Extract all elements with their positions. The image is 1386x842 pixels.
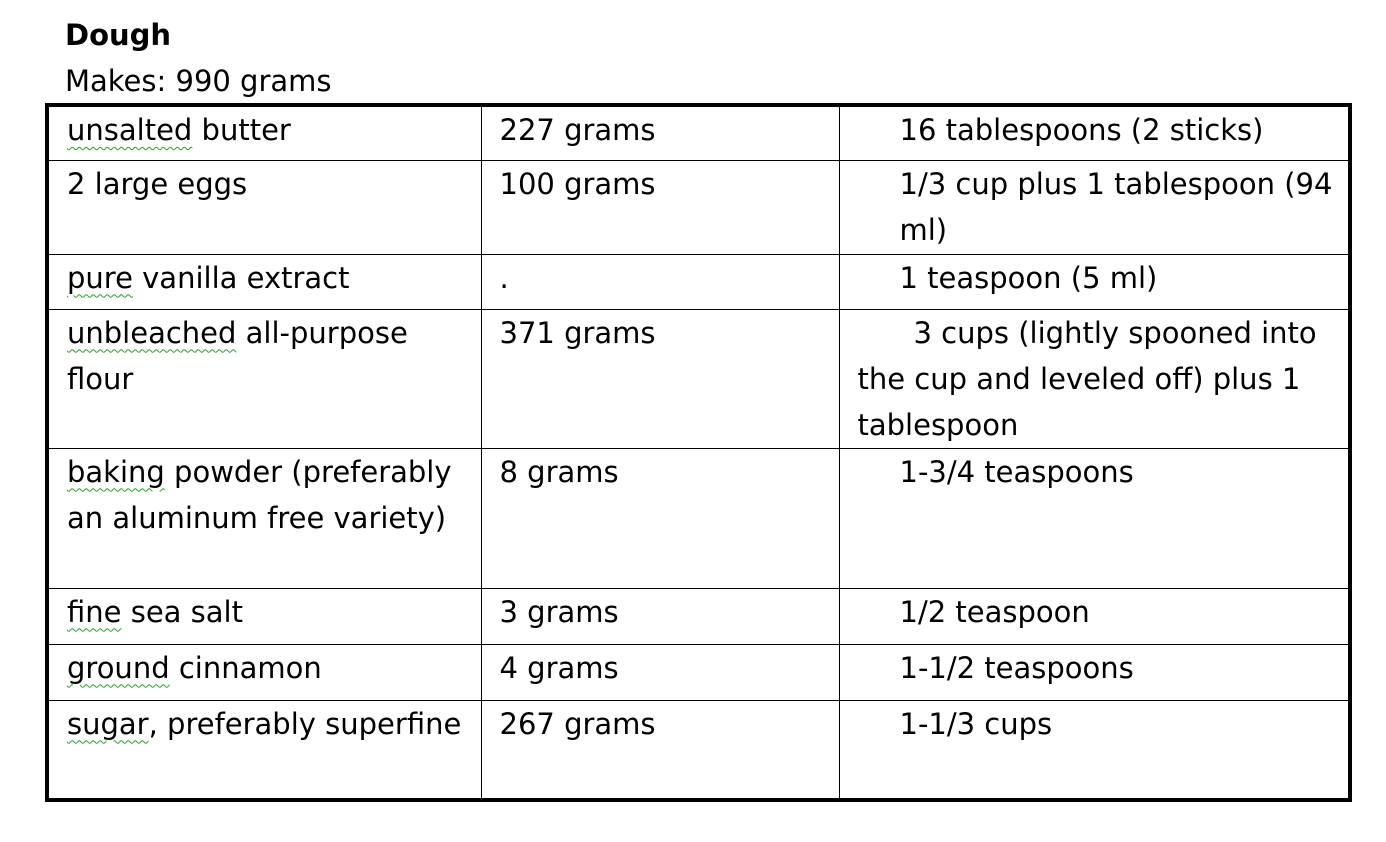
- volume-cell: 16 tablespoons (2 sticks): [839, 105, 1350, 160]
- recipe-yield: Makes: 990 grams: [65, 64, 332, 98]
- table-row: [47, 644, 1350, 700]
- grams-cell: .: [481, 254, 839, 309]
- table-row: [47, 588, 1350, 644]
- volume-cell: 1-1/3 cups: [839, 700, 1350, 800]
- grams-cell: 227 grams: [481, 105, 839, 160]
- recipe-title: Dough: [65, 18, 172, 52]
- spellcheck-word: unsalted: [67, 113, 193, 147]
- grams-cell: 100 grams: [481, 160, 839, 254]
- ingredient-cell: [47, 160, 481, 254]
- ingredients-table: [45, 103, 1352, 802]
- grams-cell: 267 grams: [481, 700, 839, 800]
- volume-cell: 3 cups (lightly spooned into the cup and leveled off) plus 1 tablespoon: [839, 309, 1350, 448]
- table-row: [47, 700, 1350, 800]
- spellcheck-word: unbleached: [67, 315, 237, 350]
- table-row: [47, 105, 1350, 160]
- ingredient-cell: [47, 448, 481, 588]
- spellcheck-word: pure: [67, 260, 133, 295]
- ingredient-text: cinnamon: [169, 650, 322, 685]
- ingredient-text: all-purpose flour: [67, 315, 408, 396]
- spellcheck-word: baking: [67, 454, 165, 489]
- grams-cell: 4 grams: [481, 644, 839, 700]
- ingredient-text: , preferably superfine: [148, 706, 462, 741]
- ingredient-text: sea salt: [121, 594, 243, 629]
- grams-cell: 3 grams: [481, 588, 839, 644]
- spellcheck-word: fine: [67, 594, 122, 629]
- ingredient-cell: [47, 309, 481, 448]
- volume-cell: 1 teaspoon (5 ml): [839, 254, 1350, 309]
- table-row: [47, 448, 1350, 588]
- volume-cell: 1-3/4 teaspoons: [839, 448, 1350, 588]
- table-row: [47, 160, 1350, 254]
- table-row: [47, 254, 1350, 309]
- spellcheck-word: ground: [67, 650, 170, 685]
- ingredient-text: vanilla extract: [132, 260, 350, 295]
- grams-cell: 8 grams: [481, 448, 839, 588]
- grams-cell: 371 grams: [481, 309, 839, 448]
- ingredient-text: 2 large eggs: [67, 166, 248, 201]
- ingredient-cell: [47, 700, 481, 800]
- spellcheck-word: sugar: [67, 706, 149, 741]
- ingredient-cell: [47, 588, 481, 644]
- ingredient-cell: [47, 254, 481, 309]
- ingredient-cell: [47, 105, 481, 160]
- ingredient-text: butter: [192, 113, 291, 147]
- ingredient-text: powder (preferably an aluminum free variety): [67, 454, 452, 535]
- volume-cell: 1/2 teaspoon: [839, 588, 1350, 644]
- ingredient-cell: [47, 644, 481, 700]
- volume-cell: 1-1/2 teaspoons: [839, 644, 1350, 700]
- table-row: [47, 309, 1350, 448]
- volume-cell: 1/3 cup plus 1 tablespoon (94 ml): [839, 160, 1350, 254]
